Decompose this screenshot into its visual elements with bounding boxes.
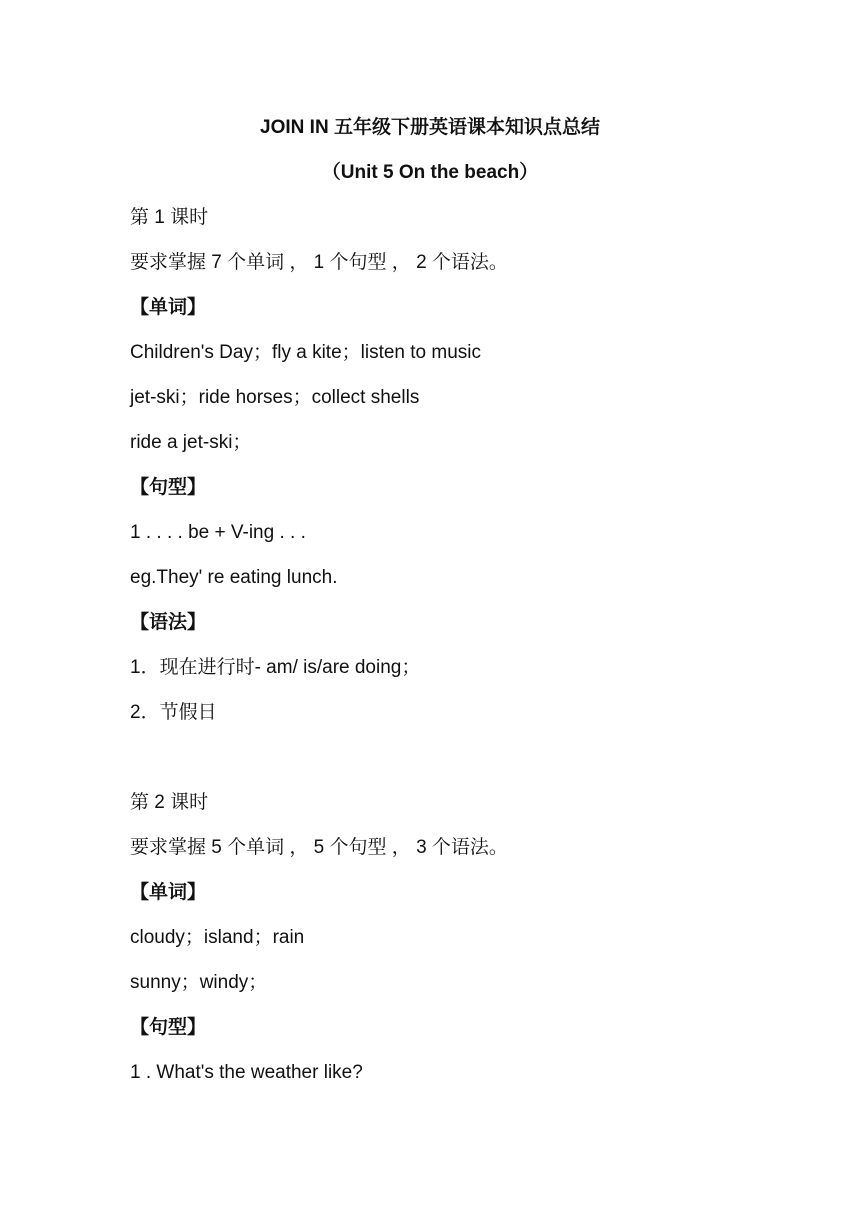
lesson2-words-heading: 【单词】 — [130, 882, 207, 903]
lesson1-word-line: jet-ski；ride horses；collect shells — [130, 387, 420, 408]
lesson1-sentence-line: eg.They' re eating lunch. — [130, 567, 338, 588]
lesson1-sentence-line: 1 . . . . be + V-ing . . . — [130, 522, 306, 543]
lesson2-sentence-line: 1 . What's the weather like? — [130, 1062, 363, 1083]
lesson1-grammar-line: 1．现在进行时- am/ is/are doing； — [130, 657, 421, 678]
lesson1-words-heading: 【单词】 — [130, 297, 207, 318]
lesson2-sentence-heading: 【句型】 — [130, 1017, 207, 1038]
document-title: JOIN IN 五年级下册英语课本知识点总结 — [260, 117, 600, 138]
lesson2-requirement: 要求掌握 5 个单词 ， 5 个句型 ， 3 个语法。 — [130, 837, 508, 858]
lesson1-sentence-heading: 【句型】 — [130, 477, 207, 498]
lesson1-word-line: ride a jet-ski； — [130, 432, 252, 453]
document-subtitle: （Unit 5 On the beach） — [321, 162, 539, 183]
lesson1-heading: 第 1 课时 — [130, 207, 209, 228]
lesson1-word-line: Children's Day；fly a kite；listen to music — [130, 342, 482, 363]
lesson1-grammar-line: 2．节假日 — [130, 702, 217, 723]
lesson2-word-line: cloudy；island；rain — [130, 927, 305, 948]
lesson2-word-line: sunny；windy； — [130, 972, 268, 993]
lesson1-requirement: 要求掌握 7 个单词 ， 1 个句型 ， 2 个语法。 — [130, 252, 508, 273]
lesson1-grammar-heading: 【语法】 — [130, 612, 207, 633]
lesson2-heading: 第 2 课时 — [130, 792, 209, 813]
